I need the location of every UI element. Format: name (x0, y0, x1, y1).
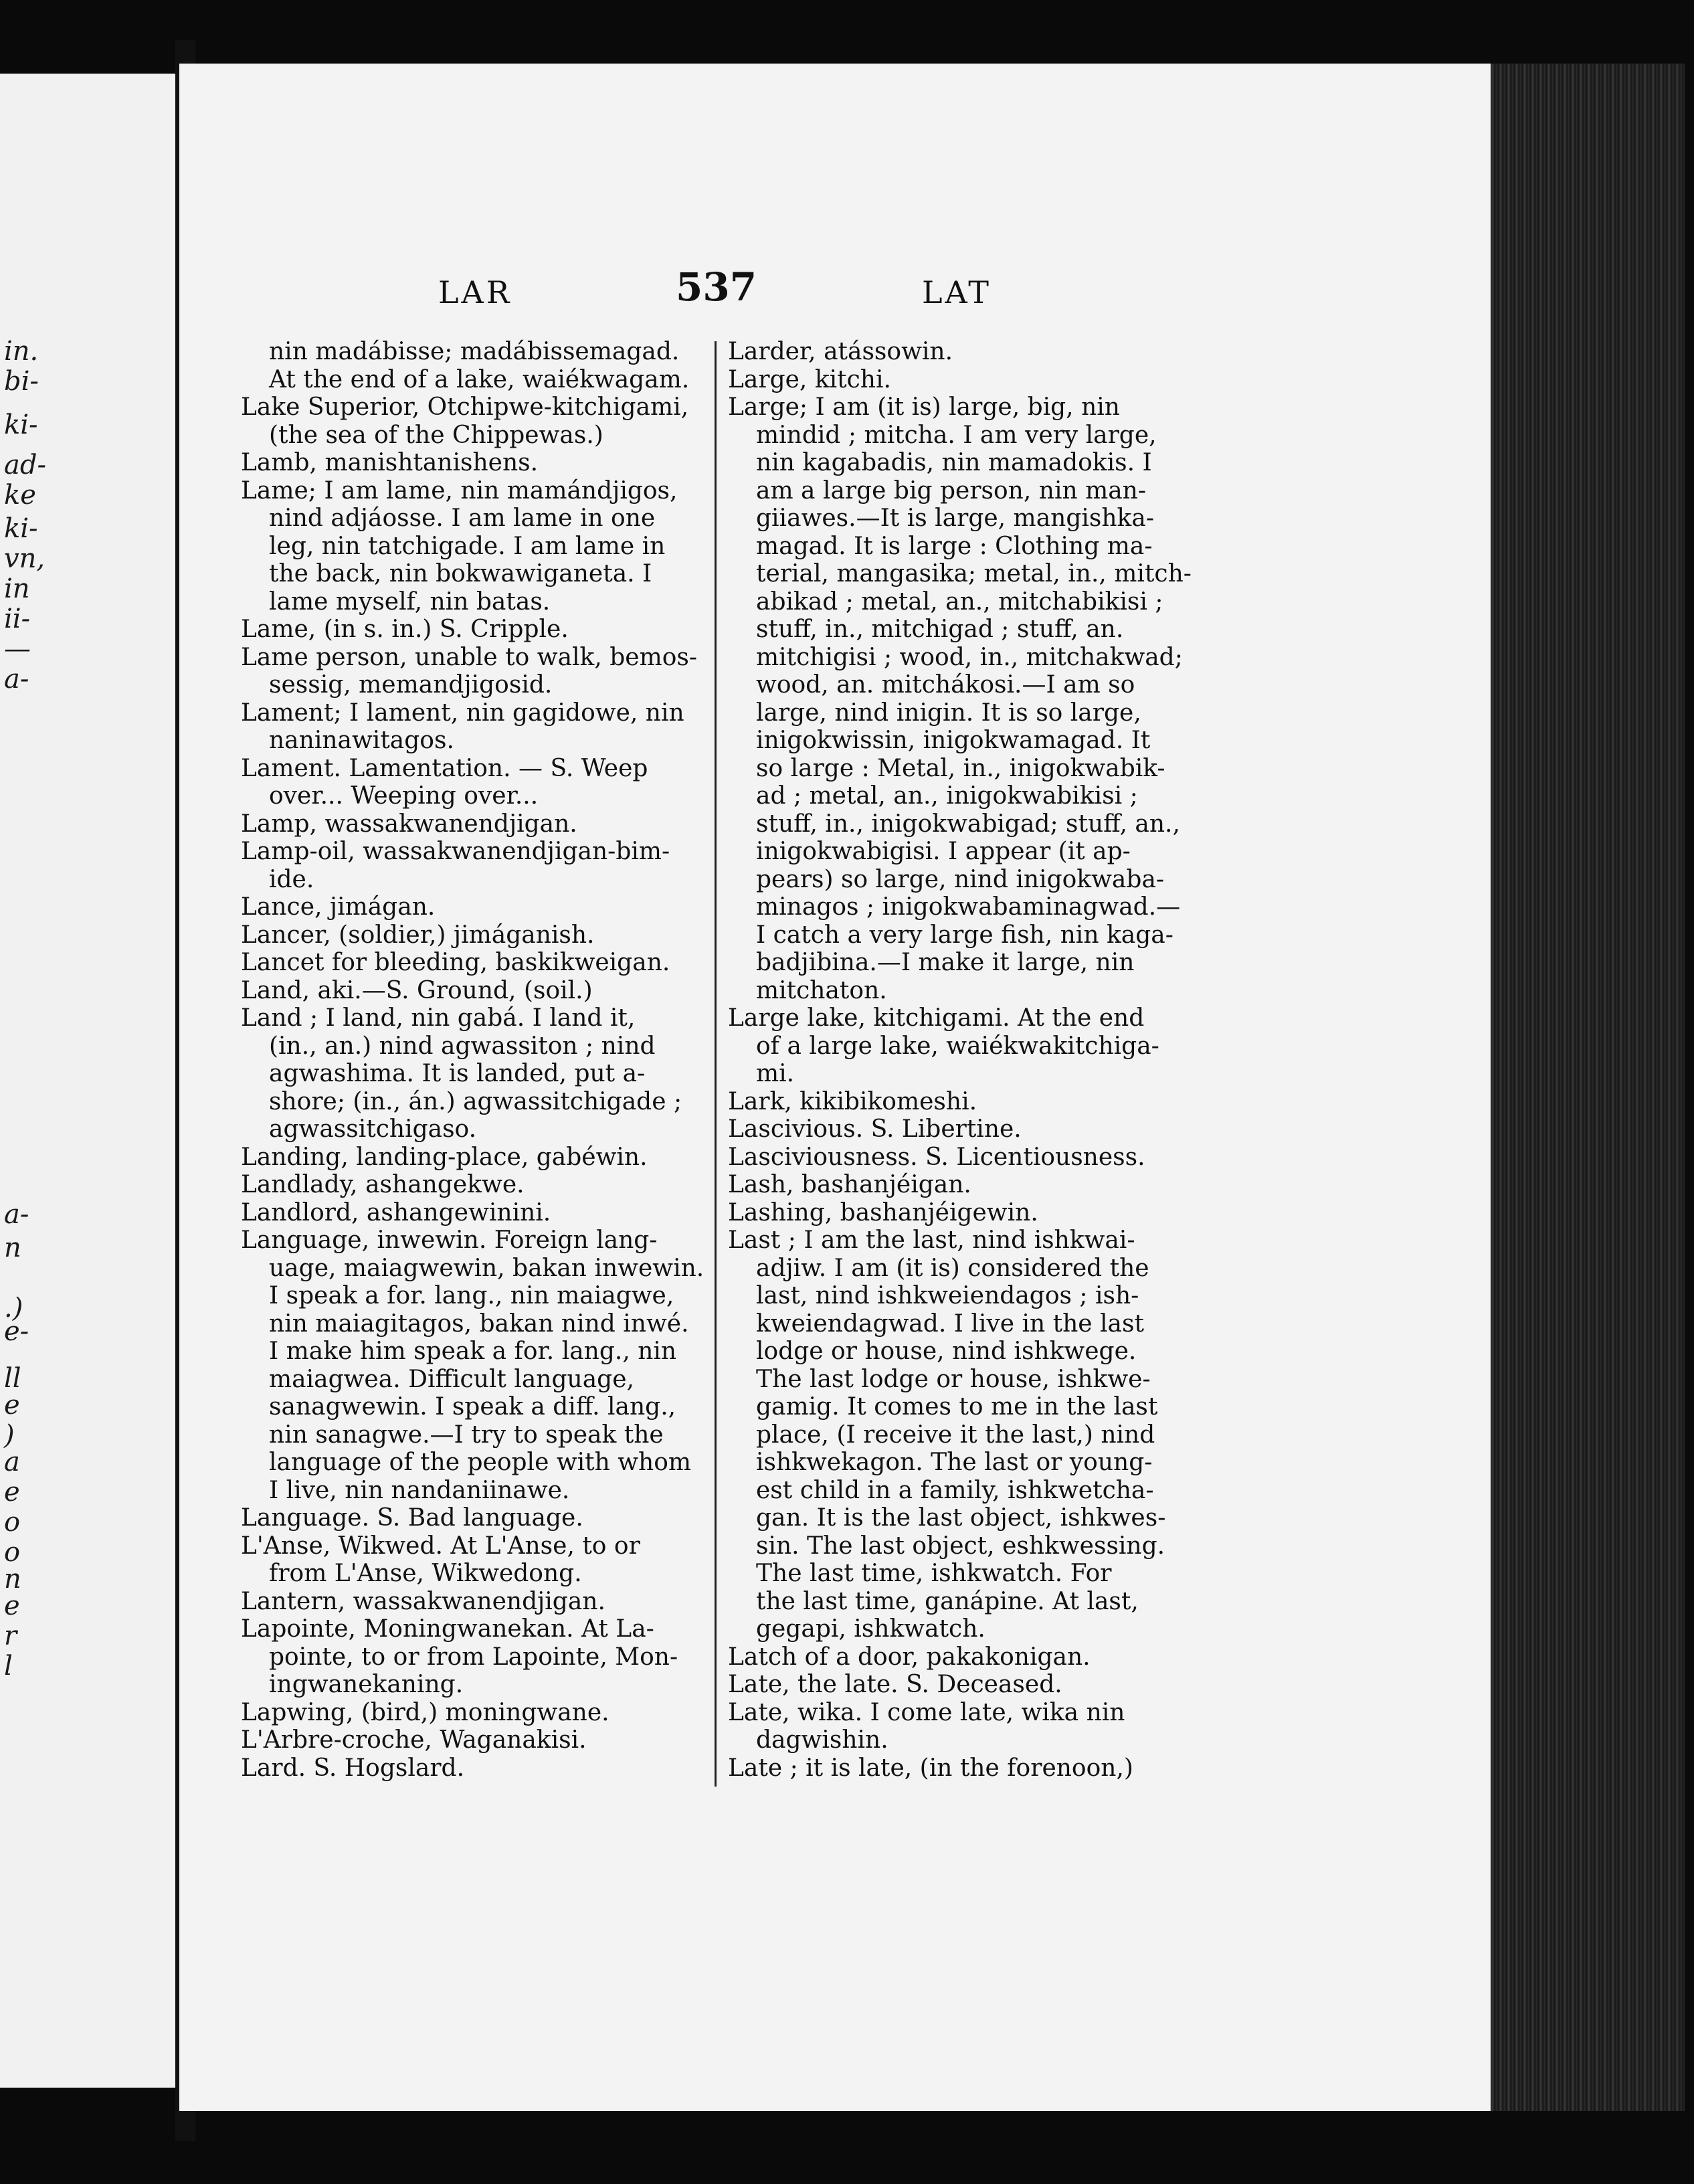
entry-line: ad ; metal, an., inigokwabikisi ; (756, 782, 1138, 810)
left-page-fragment: n (4, 1233, 21, 1263)
entry-line: nind adjáosse. I am lame in one (269, 505, 656, 532)
left-page-fragment: .) (4, 1293, 23, 1324)
left-page-fragment: r (4, 1621, 17, 1651)
entry-line: Lapointe, Moningwanekan. At La- (241, 1615, 654, 1643)
entry-line: Lapwing, (bird,) moningwane. (241, 1698, 609, 1726)
entry-line: sessig, memandjigosid. (269, 671, 553, 699)
left-page-fragment: a (4, 1447, 20, 1477)
left-page-fragment: ki- (4, 410, 38, 440)
entry-line: est child in a family, ishkwetcha- (756, 1476, 1154, 1504)
entry-line: mitchigisi ; wood, in., mitchakwad; (756, 643, 1183, 671)
entry-line: of a large lake, waiékwakitchiga- (756, 1032, 1159, 1060)
entry-line: gamig. It comes to me in the last (756, 1393, 1158, 1421)
entry-line: Lascivious. S. Libertine. (728, 1115, 1022, 1143)
entry-line: Large lake, kitchigami. At the end (728, 1004, 1145, 1032)
entry-line: leg, nin tatchigade. I am lame in (269, 532, 666, 560)
entry-line: from L'Anse, Wikwedong. (269, 1560, 582, 1587)
entry-line: nin madábisse; madábissemagad. (269, 338, 680, 365)
left-page-fragment: in. (4, 336, 39, 367)
left-page-fragment: e- (4, 1316, 29, 1347)
entry-line: Late ; it is late, (in the forenoon,) (728, 1754, 1133, 1782)
entry-line: Land ; I land, nin gabá. I land it, (241, 1004, 636, 1032)
entry-line: magad. It is large : Clothing ma- (756, 532, 1153, 560)
entry-line: agwashima. It is landed, put a- (269, 1060, 646, 1087)
entry-line: Latch of a door, pakakonigan. (728, 1643, 1091, 1671)
left-page-fragment: ) (4, 1420, 15, 1451)
entry-line: nin sanagwe.—I try to speak the (269, 1421, 664, 1449)
left-page-fragment: e (4, 1477, 20, 1508)
entry-line: kweiendagwad. I live in the last (756, 1309, 1144, 1338)
entry-line: sin. The last object, eshkwessing. (756, 1532, 1165, 1560)
entry-line: minagos ; inigokwabaminagwad.— (756, 893, 1181, 921)
running-head-left: LAR (438, 274, 512, 310)
entry-line: Lancet for bleeding, baskikweigan. (241, 949, 670, 976)
entry-line: Lamp-oil, wassakwanendjigan-bim- (241, 838, 670, 865)
entry-line: Lament; I lament, nin gagidowe, nin (241, 699, 684, 727)
entry-line: L'Arbre-croche, Waganakisi. (241, 1726, 587, 1754)
entry-line: Landlord, ashangewinini. (241, 1198, 551, 1226)
entry-line: place, (I receive it the last,) nind (756, 1421, 1155, 1449)
entry-line: Lantern, wassakwanendjigan. (241, 1587, 605, 1615)
left-page-fragment: o (4, 1537, 21, 1568)
entry-line: nin maiagitagos, bakan nind inwé. (269, 1309, 689, 1338)
entry-line: terial, mangasika; metal, in., mitch- (756, 560, 1192, 587)
entry-line: abikad ; metal, an., mitchabikisi ; (756, 587, 1163, 616)
entry-line: The last lodge or house, ishkwe- (756, 1365, 1151, 1393)
entry-line: am a large big person, nin man- (756, 476, 1147, 505)
entry-line: Lake Superior, Otchipwe-kitchigami, (241, 393, 689, 421)
left-page-fragment: ad- (4, 450, 46, 480)
entry-line: Lasciviousness. S. Licentiousness. (728, 1143, 1145, 1171)
entry-line: I make him speak a for. lang., nin (269, 1338, 677, 1365)
left-page-fragment: vn, (4, 543, 45, 574)
left-page-fragment: — (4, 634, 31, 664)
entry-line: lodge or house, nind ishkwege. (756, 1338, 1137, 1365)
entry-line: the last time, ganápine. At last, (756, 1587, 1139, 1615)
entry-line: sanagwewin. I speak a diff. lang., (269, 1393, 676, 1421)
entry-line: (in., an.) nind agwassiton ; nind (269, 1032, 656, 1060)
page-number: 537 (676, 264, 757, 310)
left-page-fragment: bi- (4, 366, 39, 397)
entry-line: inigokwissin, inigokwamagad. It (756, 727, 1151, 754)
column-rule (715, 341, 717, 1787)
entry-line: Land, aki.—S. Ground, (soil.) (241, 976, 593, 1004)
entry-line: inigokwabigisi. I appear (it ap- (756, 838, 1131, 865)
entry-line: maiagwea. Difficult language, (269, 1365, 634, 1393)
entry-line: I live, nin nandaniinawe. (269, 1476, 570, 1504)
entry-line: gan. It is the last object, ishkwes- (756, 1504, 1166, 1532)
entry-line: Larder, atássowin. (728, 338, 953, 365)
entry-line: Last ; I am the last, nind ishkwai- (728, 1226, 1135, 1254)
entry-line: I catch a very large fish, nin kaga- (756, 921, 1173, 949)
entry-line: mindid ; mitcha. I am very large, (756, 421, 1157, 449)
entry-line: gegapi, ishkwatch. (756, 1615, 985, 1643)
entry-line: badjibina.—I make it large, nin (756, 949, 1135, 976)
running-head-right: LAT (922, 274, 992, 310)
entry-line: lame myself, nin batas. (269, 587, 551, 616)
entry-line: Lamb, manishtanishens. (241, 449, 539, 476)
entry-line: ingwanekaning. (269, 1671, 464, 1698)
entry-line: Large, kitchi. (728, 365, 891, 393)
entry-line: stuff, in., mitchigad ; stuff, an. (756, 616, 1124, 643)
entry-line: so large : Metal, in., inigokwabik- (756, 754, 1165, 782)
entry-line: Lard. S. Hogslard. (241, 1754, 465, 1782)
entry-line: Lame; I am lame, nin mamándjigos, (241, 476, 678, 505)
entry-line: Late, the late. S. Deceased. (728, 1671, 1062, 1698)
entry-line: Lark, kikibikomeshi. (728, 1087, 977, 1115)
left-page-fragment: a- (4, 1199, 29, 1230)
entry-line: over... Weeping over... (269, 782, 539, 810)
entry-line: adjiw. I am (it is) considered the (756, 1254, 1149, 1282)
entry-line: wood, an. mitchákosi.—I am so (756, 671, 1135, 699)
entry-line: shore; (in., án.) agwassitchigade ; (269, 1087, 682, 1115)
entry-line: Landlady, ashangekwe. (241, 1171, 525, 1198)
entry-line: Language, inwewin. Foreign lang- (241, 1226, 658, 1254)
entry-line: L'Anse, Wikwed. At L'Anse, to or (241, 1532, 640, 1560)
entry-line: Landing, landing-place, gabéwin. (241, 1143, 648, 1171)
left-column (241, 338, 706, 1782)
entry-line: At the end of a lake, waiékwagam. (269, 365, 690, 393)
left-page-fragment: e (4, 1590, 20, 1621)
right-column (728, 338, 1196, 1782)
left-page-fragment: ke (4, 480, 36, 511)
entry-line: pointe, to or from Lapointe, Mon- (269, 1643, 678, 1671)
left-page-fragment: a- (4, 664, 29, 695)
entry-line: mitchaton. (756, 976, 887, 1004)
entry-line: Lash, bashanjéigan. (728, 1171, 971, 1198)
entry-line: dagwishin. (756, 1726, 888, 1754)
entry-line: nin kagabadis, nin mamadokis. I (756, 449, 1152, 476)
left-page-fragment: o (4, 1507, 21, 1538)
entry-line: Lame, (in s. in.) S. Cripple. (241, 616, 569, 643)
entry-line: mi. (756, 1060, 795, 1087)
entry-line: last, nind ishkweiendagos ; ish- (756, 1282, 1139, 1309)
left-page-fragment: in (4, 573, 30, 604)
page-edges (1491, 64, 1685, 2111)
entry-line: the back, nin bokwawiganeta. I (269, 560, 652, 587)
entry-line: Lashing, bashanjéigewin. (728, 1198, 1038, 1226)
left-page-fragment: ll (4, 1363, 21, 1394)
entry-line: pears) so large, nind inigokwaba- (756, 865, 1165, 893)
entry-line: Late, wika. I come late, wika nin (728, 1698, 1125, 1726)
entry-line: Lament. Lamentation. — S. Weep (241, 754, 648, 782)
entry-line: agwassitchigaso. (269, 1115, 477, 1143)
left-page-fragment: l (4, 1651, 13, 1681)
left-page-fragment: ii- (4, 604, 31, 634)
entry-line: uage, maiagwewin, bakan inwewin. (269, 1254, 704, 1282)
entry-line: Large; I am (it is) large, big, nin (728, 393, 1120, 421)
entry-line: language of the people with whom (269, 1449, 692, 1476)
entry-line: Lance, jimágan. (241, 893, 436, 921)
entry-line: Language. S. Bad language. (241, 1504, 583, 1532)
entry-line: naninawitagos. (269, 727, 454, 754)
entry-line: stuff, in., inigokwabigad; stuff, an., (756, 810, 1180, 838)
entry-line: Lamp, wassakwanendjigan. (241, 810, 577, 838)
entry-line: giiawes.—It is large, mangishka- (756, 505, 1155, 532)
entry-line: (the sea of the Chippewas.) (269, 421, 603, 449)
entry-line: Lancer, (soldier,) jimáganish. (241, 921, 595, 949)
entry-line: The last time, ishkwatch. For (756, 1560, 1112, 1587)
left-page-fragment: e (4, 1390, 20, 1421)
entry-line: ishkwekagon. The last or young- (756, 1449, 1153, 1476)
entry-line: ide. (269, 865, 314, 893)
left-page-fragment: n (4, 1564, 21, 1595)
entry-line: Lame person, unable to walk, bemos- (241, 643, 698, 671)
entry-line: large, nind inigin. It is so large, (756, 699, 1141, 727)
entry-line: I speak a for. lang., nin maiagwe, (269, 1282, 674, 1309)
left-page-fragment: ki- (4, 513, 38, 544)
